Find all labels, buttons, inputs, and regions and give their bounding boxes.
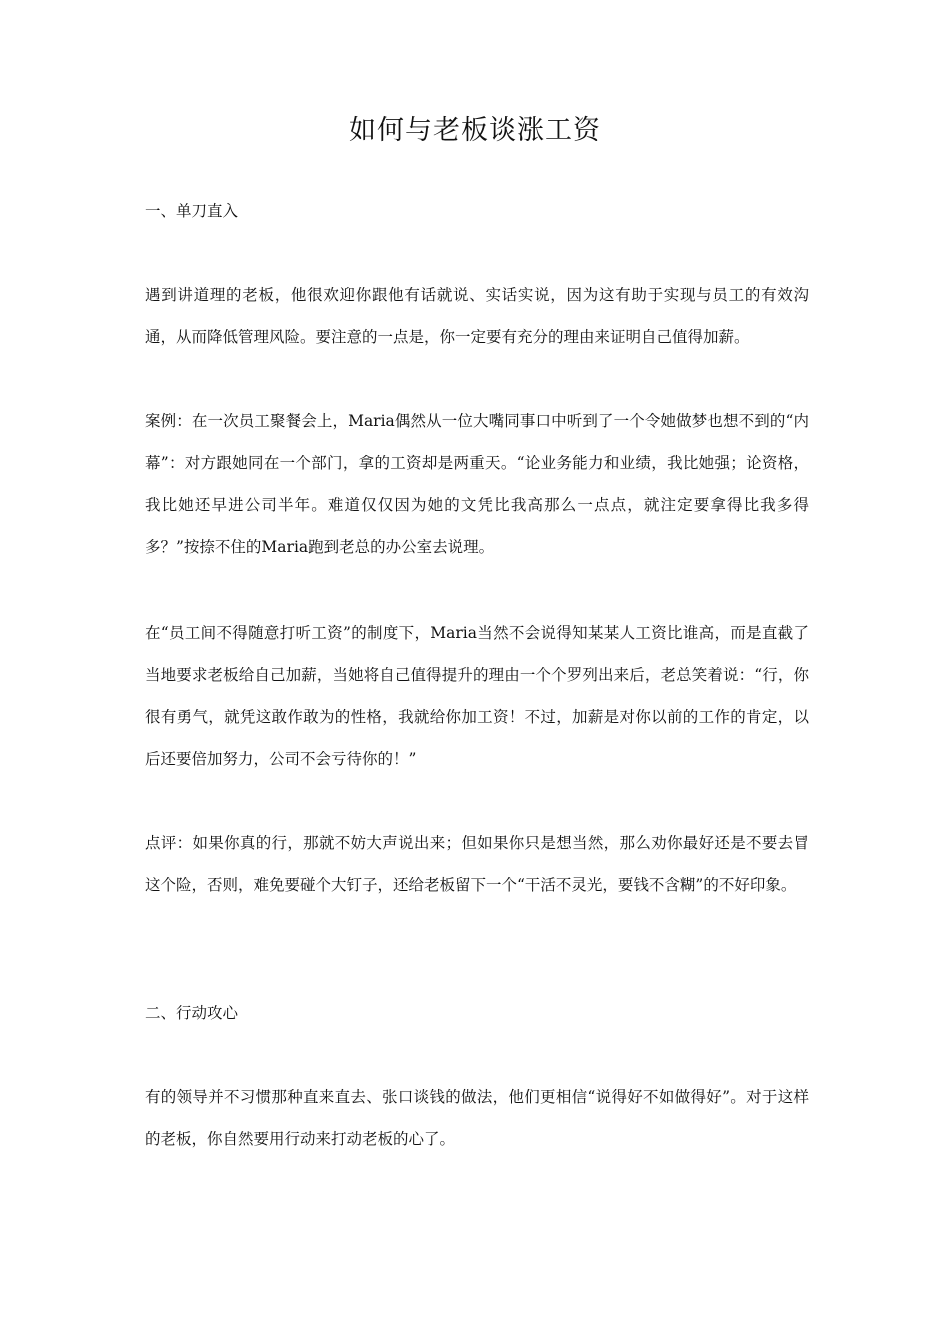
paragraph-2: 案例：在一次员工聚餐会上，Maria偶然从一位大嘴同事口中听到了一个令她做梦也想不到的“内幕”：对方跟她同在一个部门，拿的工资却是两重天。“论业务能力和业绩，我比她强；论资格，我比她还早进公司半年。难道仅仅因为她的文凭比我高那么一点点，就注定要拿得比我多得多？”按捺不住的Maria跑到老总的办公室去说理。 [145,412,809,556]
document-title: 如何与老板谈涨工资 [349,115,601,146]
section-heading-1: 一、单刀直入 [145,202,239,220]
paragraph-3: 在“员工间不得随意打听工资”的制度下，Maria当然不会说得知某某人工资比谁高，而是直截了当地要求老板给自己加薪，当她将自己值得提升的理由一个个罗列出来后，老总笑着说：“行，你很有勇气，就凭这敢作敢为的性格，我就给你加工资！不过，加薪是对你以前的工作的肯定，以后还要倍加努力，公司不会亏待你的！” [145,624,809,768]
paragraph-5: 有的领导并不习惯那种直来直去、张口谈钱的做法，他们更相信“说得好不如做得好”。对于这样的老板，你自然要用行动来打动老板的心了。 [145,1088,809,1148]
paragraph-1: 遇到讲道理的老板，他很欢迎你跟他有话就说、实话实说，因为这有助于实现与员工的有效沟通，从而降低管理风险。要注意的一点是，你一定要有充分的理由来证明自己值得加薪。 [145,286,809,346]
paragraph-4: 点评：如果你真的行，那就不妨大声说出来；但如果你只是想当然，那么劝你最好还是不要去冒这个险，否则，难免要碰个大钉子，还给老板留下一个“干活不灵光，要钱不含糊”的不好印象。 [145,834,809,894]
section-heading-2: 二、行动攻心 [145,1004,239,1022]
